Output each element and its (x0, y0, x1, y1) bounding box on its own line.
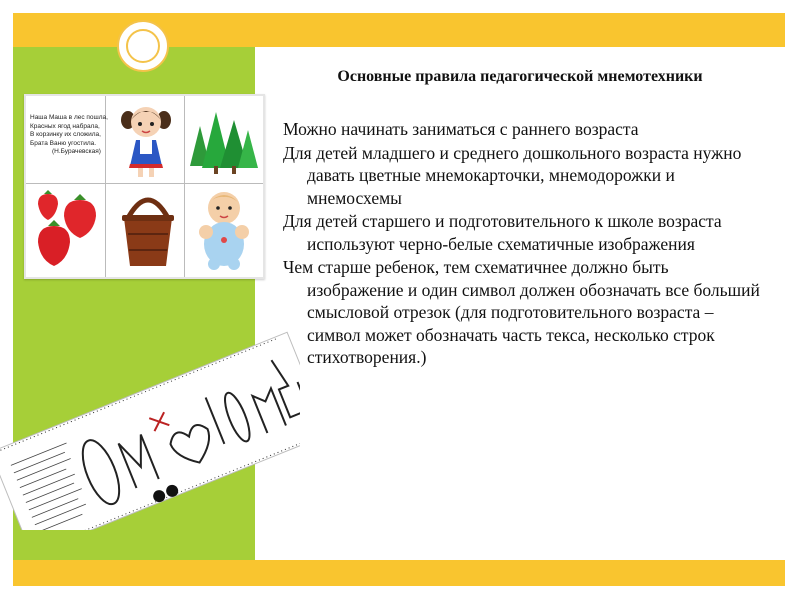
body-paragraph: Чем старше ребенок, тем схематичнее должно быть изображение и один символ должен обозначать все больший смысловой отрезок (для подготовительного возраста – символ может обозначать часть текса, несколько строк стихотворения.) (283, 257, 760, 367)
mnemo-scheme-strip (0, 300, 300, 530)
decorative-ring-inner (126, 29, 160, 63)
girl-icon (118, 100, 174, 180)
forest-icon (190, 106, 258, 176)
body-paragraph: Для детей младшего и среднего дошкольного возраста нужно давать цветные мнемокарточки, мнемодорожки и мнемосхемы (283, 142, 742, 208)
slide-body (283, 118, 763, 370)
card-divider (184, 96, 185, 277)
baby-icon (194, 188, 254, 272)
body-paragraph: Для детей старшего и подготовительного к школе возраста используют черно-белые схематичные изображения (283, 211, 722, 254)
poem-line: Красных ягод набрала, (30, 122, 100, 130)
body-paragraph: Можно начинать заниматься с раннего возраста (283, 119, 639, 139)
poem-text (30, 114, 110, 157)
poem-line: Брата Ваню угостила. (30, 139, 97, 147)
bottom-bar (13, 560, 785, 586)
strawberries-icon (34, 190, 100, 270)
basket-icon (120, 188, 176, 272)
slide-title: Основные правила педагогической мнемотехники (337, 68, 703, 85)
poem-line: Наша Маша в лес пошла, (30, 114, 108, 121)
poem-line: В корзинку их сложила, (30, 131, 101, 138)
mnemo-card (24, 94, 265, 279)
decorative-ring-icon (117, 20, 169, 72)
card-divider (26, 183, 263, 184)
poem-author: (Н.Бурачевская) (52, 148, 101, 155)
